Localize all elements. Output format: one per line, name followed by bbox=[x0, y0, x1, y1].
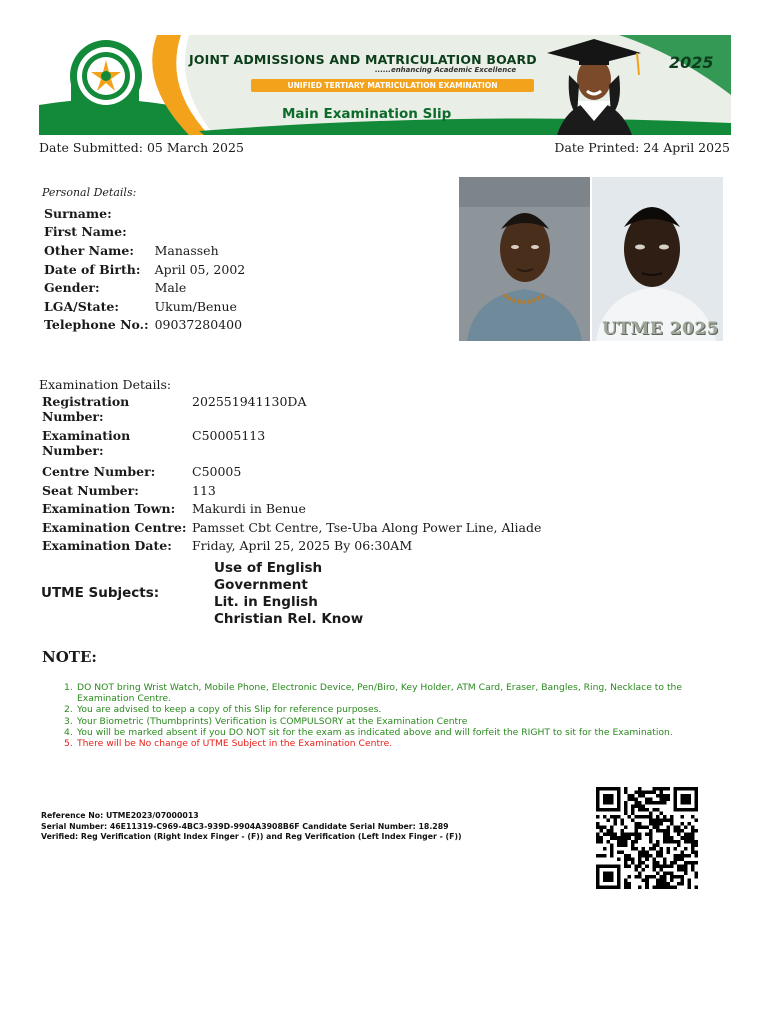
field-value: 113 bbox=[192, 482, 216, 498]
field-label: Examination Town: bbox=[42, 501, 176, 517]
exam-row-examination-town bbox=[42, 499, 541, 518]
note-item-warning bbox=[64, 738, 704, 749]
note-text: DO NOT bring Wrist Watch, Mobile Phone, Electronic Device, Pen/Biro, Key Holder, ATM Card, Eraser, Bangles, Ring, Necklace to the Examination Centre. bbox=[77, 682, 683, 705]
qr-code bbox=[593, 787, 701, 889]
field-value: 202551941130DA bbox=[192, 394, 307, 409]
exam-details-table bbox=[42, 394, 541, 555]
field-label: First Name: bbox=[44, 224, 127, 240]
field-label: LGA/State: bbox=[44, 298, 119, 314]
exam-row-examination-date bbox=[42, 536, 541, 555]
personal-details-table bbox=[44, 204, 245, 334]
reference-number: Reference No: UTME2023/07000013 bbox=[41, 811, 199, 820]
exam-row-centre-number bbox=[42, 462, 541, 481]
field-label: Seat Number: bbox=[42, 482, 139, 498]
note-list bbox=[64, 682, 704, 749]
field-label: Surname: bbox=[44, 205, 112, 221]
note-number: 5. bbox=[64, 738, 73, 750]
personal-row-first-name bbox=[44, 223, 245, 242]
note-text: You will be marked absent if you DO NOT sit for the exam as indicated above and will forfeit the RIGHT to sit for the Examination. bbox=[77, 726, 673, 738]
slip-title: Main Examination Slip bbox=[282, 106, 452, 122]
subject-item: Government bbox=[214, 577, 308, 593]
personal-row-other-name bbox=[44, 241, 245, 260]
field-label: Examination Date: bbox=[42, 538, 172, 554]
org-tagline: ......enhancing Academic Excellence bbox=[375, 66, 517, 74]
date-submitted: Date Submitted: 05 March 2025 bbox=[39, 140, 244, 155]
note-text: You are advised to keep a copy of this Slip for reference purposes. bbox=[77, 704, 382, 716]
utme-title-bar: UNIFIED TERTIARY MATRICULATION EXAMINATION bbox=[251, 79, 534, 92]
candidate-photo-capture bbox=[592, 177, 723, 341]
field-value: C50005113 bbox=[192, 428, 266, 443]
note-item bbox=[64, 682, 704, 704]
verification-status: Verified: Reg Verification (Right Index Finger - (F)) and Reg Verification (Left Index Finger - (F)) bbox=[41, 832, 462, 841]
slip-footer bbox=[41, 811, 462, 843]
note-text: Your Biometric (Thumbprints) Verification is COMPULSORY at the Examination Centre bbox=[77, 715, 468, 727]
note-number: 3. bbox=[64, 715, 73, 727]
note-number: 4. bbox=[64, 726, 73, 738]
personal-row-dob bbox=[44, 260, 245, 279]
serial-number: Serial Number: 46E11319-C969-4BC3-939D-9904A3908B6F Candidate Serial Number: 18.289 bbox=[41, 821, 449, 831]
personal-row-telephone bbox=[44, 316, 245, 335]
portrait-image bbox=[592, 177, 723, 341]
field-value: Makurdi in Benue bbox=[192, 501, 306, 517]
field-value: Male bbox=[154, 280, 187, 296]
note-item bbox=[64, 727, 704, 738]
field-label: Gender: bbox=[44, 280, 100, 296]
field-value bbox=[155, 204, 246, 223]
note-number: 2. bbox=[64, 704, 73, 716]
subject-item: Christian Rel. Know bbox=[214, 611, 364, 627]
date-printed: Date Printed: 24 April 2025 bbox=[554, 140, 730, 155]
field-label: Date of Birth: bbox=[44, 261, 141, 277]
field-value bbox=[155, 223, 246, 242]
graduate-image bbox=[547, 35, 642, 135]
field-label: Centre Number: bbox=[42, 464, 156, 479]
field-value: C50005 bbox=[192, 464, 242, 479]
subject-item: Use of English bbox=[214, 560, 323, 576]
field-label: Examination Centre: bbox=[42, 519, 187, 535]
field-label: Telephone No.: bbox=[44, 317, 149, 333]
utme-subjects-label: UTME Subjects: bbox=[41, 585, 160, 601]
header-banner bbox=[39, 35, 731, 135]
jamb-logo bbox=[69, 39, 143, 113]
personal-row-lga-state bbox=[44, 297, 245, 316]
field-label: Other Name: bbox=[44, 242, 134, 258]
utme-watermark: UTME 2025 bbox=[602, 319, 719, 339]
field-value: Manasseh bbox=[154, 242, 219, 258]
subject-item: Lit. in English bbox=[214, 594, 318, 610]
org-name: JOINT ADMISSIONS AND MATRICULATION BOARD bbox=[189, 52, 537, 67]
field-label: Registration Number: bbox=[42, 394, 130, 424]
candidate-photo-registration bbox=[459, 177, 590, 341]
field-value: Ukum/Benue bbox=[154, 298, 237, 314]
exam-row-examination-centre bbox=[42, 518, 541, 537]
exam-details-heading: Examination Details: bbox=[39, 377, 172, 392]
utme-subjects-list bbox=[214, 560, 363, 628]
personal-row-gender bbox=[44, 278, 245, 297]
field-label: Examination Number: bbox=[42, 428, 131, 458]
banner-year: 2025 bbox=[669, 53, 714, 72]
portrait-image bbox=[459, 177, 590, 341]
field-value: 09037280400 bbox=[154, 317, 243, 333]
exam-row-seat-number bbox=[42, 481, 541, 500]
note-item bbox=[64, 716, 704, 727]
note-number: 1. bbox=[64, 682, 73, 693]
personal-details-heading: Personal Details: bbox=[42, 186, 137, 199]
exam-row-examination-number bbox=[42, 428, 541, 462]
field-value: Friday, April 25, 2025 By 06:30AM bbox=[192, 538, 413, 554]
note-item bbox=[64, 704, 704, 715]
note-text: There will be No change of UTME Subject in the Examination Centre. bbox=[77, 738, 393, 750]
exam-row-registration-number bbox=[42, 394, 541, 428]
personal-row-surname bbox=[44, 204, 245, 223]
field-value: Pamsset Cbt Centre, Tse-Uba Along Power Line, Aliade bbox=[192, 519, 542, 535]
note-heading: NOTE: bbox=[42, 648, 97, 666]
field-value: April 05, 2002 bbox=[154, 261, 246, 277]
